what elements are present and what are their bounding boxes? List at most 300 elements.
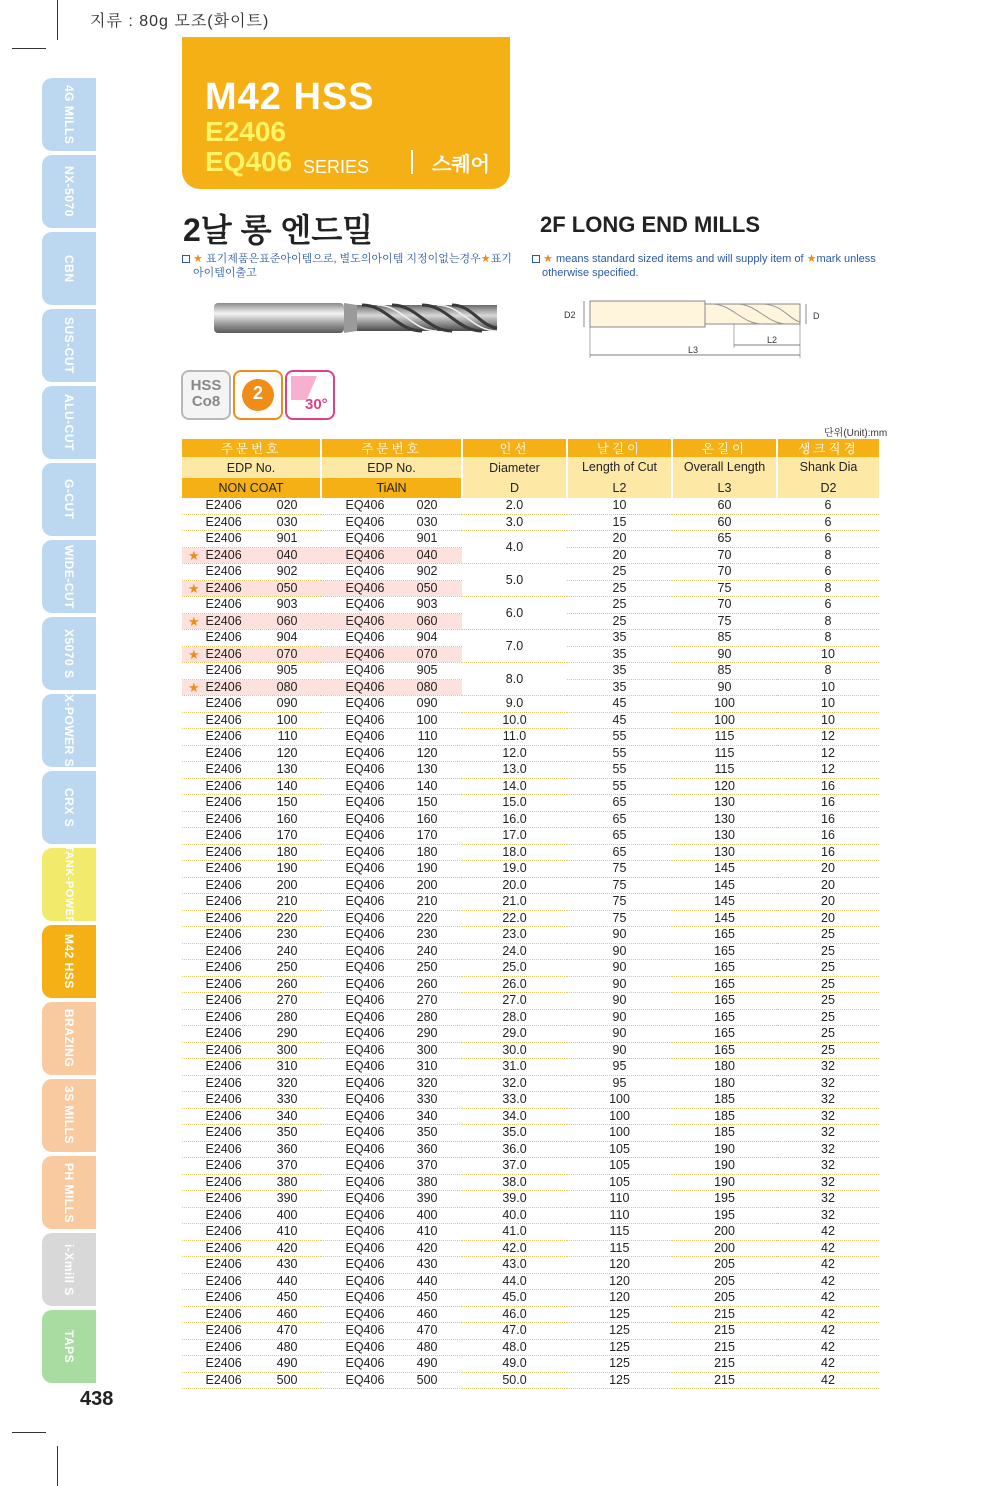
edp-prefix: EQ406 — [345, 663, 385, 678]
diameter-cell: 21.0 — [462, 894, 567, 911]
edp-number: 140 — [416, 778, 438, 793]
edp-number: 905 — [416, 663, 438, 678]
edp-number: 180 — [276, 844, 298, 859]
edp-number: 070 — [276, 646, 298, 661]
edp-number: 380 — [276, 1174, 298, 1189]
diameter-cell: 16.0 — [462, 811, 567, 828]
l3-cell: 145 — [672, 877, 777, 894]
l3-cell: 165 — [672, 993, 777, 1010]
sidebar — [42, 78, 96, 1387]
diameter-cell: 11.0 — [462, 729, 567, 746]
edp-prefix: EQ406 — [345, 696, 385, 711]
edp-non-coat-cell — [182, 498, 321, 514]
edp-number: 903 — [276, 597, 298, 612]
edp-number: 450 — [416, 1290, 438, 1305]
edp-number: 160 — [416, 811, 438, 826]
l3-cell: 130 — [672, 828, 777, 845]
diameter-cell: 9.0 — [462, 696, 567, 713]
column-header: L3 — [672, 478, 777, 498]
l3-cell: 90 — [672, 646, 777, 663]
l2-cell: 45 — [567, 712, 672, 729]
l3-cell: 130 — [672, 844, 777, 861]
diameter-cell: 27.0 — [462, 993, 567, 1010]
column-header: Shank Dia — [777, 457, 879, 478]
edp-number: 040 — [416, 547, 438, 562]
edp-number: 470 — [416, 1323, 438, 1338]
sidebar-tab-label: i-Xmill S — [62, 1243, 76, 1296]
edp-number: 030 — [416, 514, 438, 529]
edp-prefix: E2406 — [205, 1339, 242, 1354]
edp-non-coat-cell — [182, 1158, 321, 1175]
edp-tialn-cell — [321, 514, 462, 531]
helix-angle-icon: 30° — [285, 370, 335, 420]
d2-cell: 6 — [777, 597, 879, 614]
l2-cell: 25 — [567, 580, 672, 597]
edp-non-coat-cell — [182, 1290, 321, 1307]
table-row — [182, 828, 879, 845]
diameter-cell: 24.0 — [462, 943, 567, 960]
sidebar-tab[interactable] — [42, 1156, 96, 1229]
column-header: 온길이 — [672, 439, 777, 457]
l3-cell: 205 — [672, 1290, 777, 1307]
edp-prefix: E2406 — [205, 976, 242, 991]
table-row — [182, 1108, 879, 1125]
star-icon: ★ — [806, 253, 817, 265]
edp-tialn-cell — [321, 1158, 462, 1175]
l2-cell: 120 — [567, 1273, 672, 1290]
l3-cell: 70 — [672, 564, 777, 581]
edp-prefix: EQ406 — [345, 811, 385, 826]
d2-cell: 32 — [777, 1075, 879, 1092]
edp-prefix: E2406 — [205, 1372, 242, 1387]
l2-cell: 125 — [567, 1306, 672, 1323]
edp-prefix: E2406 — [205, 943, 242, 958]
table-row — [182, 531, 879, 548]
edp-number: 350 — [416, 1125, 438, 1140]
edp-prefix: EQ406 — [345, 861, 385, 876]
edp-tialn-cell — [321, 1323, 462, 1340]
edp-non-coat-cell — [182, 1009, 321, 1026]
edp-prefix: E2406 — [205, 1207, 242, 1222]
edp-number: 020 — [416, 498, 438, 513]
edp-prefix: E2406 — [205, 696, 242, 711]
edp-number: 450 — [276, 1290, 298, 1305]
edp-number: 440 — [276, 1273, 298, 1288]
edp-tialn-cell — [321, 679, 462, 696]
edp-tialn-cell — [321, 795, 462, 812]
edp-prefix: EQ406 — [345, 1224, 385, 1239]
table-row — [182, 1059, 879, 1076]
edp-prefix: EQ406 — [345, 1092, 385, 1107]
edp-tialn-cell — [321, 1174, 462, 1191]
edp-number: 430 — [416, 1257, 438, 1272]
sidebar-tab[interactable] — [42, 386, 96, 459]
edp-non-coat-cell — [182, 1306, 321, 1323]
edp-number: 360 — [276, 1141, 298, 1156]
edp-number: 901 — [416, 531, 438, 546]
d2-cell: 12 — [777, 729, 879, 746]
diameter-cell: 49.0 — [462, 1356, 567, 1373]
l2-cell: 65 — [567, 795, 672, 812]
l2-cell: 35 — [567, 630, 672, 647]
diameter-cell: 32.0 — [462, 1075, 567, 1092]
edp-number: 280 — [276, 1009, 298, 1024]
l3-cell: 145 — [672, 910, 777, 927]
edp-prefix: EQ406 — [345, 1009, 385, 1024]
edp-non-coat-cell — [182, 894, 321, 911]
d2-cell: 32 — [777, 1125, 879, 1142]
d2-cell: 8 — [777, 547, 879, 564]
edp-prefix: EQ406 — [345, 580, 385, 595]
sidebar-tab[interactable] — [42, 771, 96, 844]
edp-non-coat-cell — [182, 795, 321, 812]
l2-cell: 90 — [567, 960, 672, 977]
edp-number: 440 — [416, 1273, 438, 1288]
sidebar-tab-label: NX-5070 — [62, 166, 76, 217]
l3-cell: 180 — [672, 1059, 777, 1076]
sidebar-tab-label: WIDE-CUT — [62, 544, 76, 609]
l2-cell: 25 — [567, 597, 672, 614]
edp-tialn-cell — [321, 547, 462, 564]
edp-tialn-cell — [321, 1240, 462, 1257]
d2-cell: 8 — [777, 663, 879, 680]
edp-number: 210 — [276, 894, 298, 909]
edp-non-coat-cell — [182, 1108, 321, 1125]
edp-prefix: E2406 — [205, 564, 242, 579]
edp-non-coat-cell — [182, 927, 321, 944]
sidebar-tab[interactable] — [42, 1233, 96, 1306]
edp-prefix: E2406 — [205, 597, 242, 612]
edp-number: 270 — [416, 993, 438, 1008]
end-mill-diagram — [562, 290, 832, 366]
paper-note: 지류 : 80g 모조(화이트) — [90, 13, 270, 30]
edp-prefix: EQ406 — [345, 943, 385, 958]
edp-number: 370 — [416, 1158, 438, 1173]
edp-prefix: EQ406 — [345, 498, 385, 513]
edp-number: 060 — [416, 613, 438, 628]
d2-cell: 42 — [777, 1240, 879, 1257]
d2-cell: 10 — [777, 646, 879, 663]
edp-prefix: E2406 — [205, 1092, 242, 1107]
edp-prefix: E2406 — [205, 927, 242, 942]
edp-number: 460 — [276, 1306, 298, 1321]
l2-cell: 125 — [567, 1323, 672, 1340]
edp-non-coat-cell — [182, 696, 321, 713]
diameter-cell: 20.0 — [462, 877, 567, 894]
material-hss-co8-icon: HSS Co8 — [181, 370, 231, 420]
sidebar-tab[interactable] — [42, 155, 96, 228]
l3-cell: 165 — [672, 1009, 777, 1026]
l2-cell: 45 — [567, 696, 672, 713]
d2-cell: 25 — [777, 1026, 879, 1043]
edp-non-coat-cell — [182, 531, 321, 548]
edp-number: 270 — [276, 993, 298, 1008]
table-row — [182, 762, 879, 779]
edp-tialn-cell — [321, 646, 462, 663]
sidebar-tab[interactable] — [42, 925, 96, 998]
edp-number: 300 — [416, 1042, 438, 1057]
edp-number: 200 — [416, 877, 438, 892]
table-row — [182, 960, 879, 977]
sidebar-tab-label: 4G MILLS — [62, 84, 76, 145]
edp-prefix: EQ406 — [345, 1075, 385, 1090]
edp-non-coat-cell — [182, 630, 321, 647]
edp-prefix: EQ406 — [345, 531, 385, 546]
diameter-cell: 15.0 — [462, 795, 567, 812]
shape-label: 스퀘어 — [432, 154, 490, 176]
edp-number: 902 — [416, 564, 438, 579]
diameter-cell: 28.0 — [462, 1009, 567, 1026]
edp-number: 360 — [416, 1141, 438, 1156]
l2-cell: 65 — [567, 844, 672, 861]
sidebar-tab[interactable] — [42, 694, 96, 767]
l3-cell: 200 — [672, 1240, 777, 1257]
edp-prefix: E2406 — [205, 993, 242, 1008]
l2-cell: 20 — [567, 531, 672, 548]
edp-number: 070 — [416, 646, 438, 661]
edp-number: 390 — [416, 1191, 438, 1206]
table-row — [182, 1026, 879, 1043]
edp-non-coat-cell — [182, 597, 321, 614]
edp-tialn-cell — [321, 1207, 462, 1224]
diameter-cell: 40.0 — [462, 1207, 567, 1224]
l3-cell: 145 — [672, 861, 777, 878]
edp-non-coat-cell — [182, 762, 321, 779]
d2-cell: 8 — [777, 580, 879, 597]
sidebar-tab-label: TAPS — [62, 1329, 76, 1364]
table-row — [182, 1075, 879, 1092]
edp-number: 260 — [416, 976, 438, 991]
edp-non-coat-cell — [182, 910, 321, 927]
edp-number: 080 — [276, 679, 298, 694]
d2-cell: 42 — [777, 1323, 879, 1340]
crop-mark — [12, 1432, 46, 1433]
edp-tialn-cell — [321, 927, 462, 944]
column-header: 주문번호 — [321, 439, 462, 457]
edp-number: 020 — [276, 498, 298, 513]
diameter-cell: 43.0 — [462, 1257, 567, 1274]
edp-prefix: E2406 — [205, 1257, 242, 1272]
l3-cell: 205 — [672, 1273, 777, 1290]
sidebar-tab[interactable] — [42, 540, 96, 613]
edp-tialn-cell — [321, 828, 462, 845]
edp-number: 905 — [276, 663, 298, 678]
edp-non-coat-cell — [182, 960, 321, 977]
d2-cell: 25 — [777, 976, 879, 993]
l3-cell: 115 — [672, 762, 777, 779]
sidebar-tab[interactable] — [42, 1002, 96, 1075]
edp-prefix: EQ406 — [345, 993, 385, 1008]
table-row — [182, 993, 879, 1010]
sidebar-tab[interactable] — [42, 309, 96, 382]
l2-cell: 35 — [567, 679, 672, 696]
edp-tialn-cell — [321, 1339, 462, 1356]
table-row — [182, 877, 879, 894]
edp-tialn-cell — [321, 976, 462, 993]
standard-star-icon: ★ — [188, 646, 200, 662]
d2-cell: 6 — [777, 498, 879, 514]
l2-cell: 55 — [567, 762, 672, 779]
d2-cell: 16 — [777, 828, 879, 845]
sidebar-tab-label: G-CUT — [62, 479, 76, 520]
edp-prefix: E2406 — [205, 1356, 242, 1371]
edp-number: 240 — [276, 943, 298, 958]
l2-cell: 110 — [567, 1191, 672, 1208]
table-row — [182, 910, 879, 927]
l2-cell: 75 — [567, 877, 672, 894]
table-row — [182, 1339, 879, 1356]
sidebar-tab[interactable] — [42, 232, 96, 305]
edp-tialn-cell — [321, 993, 462, 1010]
table-row — [182, 1273, 879, 1290]
edp-number: 310 — [416, 1059, 438, 1074]
edp-prefix: E2406 — [205, 960, 242, 975]
edp-number: 090 — [416, 696, 438, 711]
edp-non-coat-cell — [182, 679, 321, 696]
edp-number: 380 — [416, 1174, 438, 1189]
edp-number: 340 — [416, 1108, 438, 1123]
sidebar-tab[interactable] — [42, 844, 96, 925]
edp-number: 190 — [416, 861, 438, 876]
table-row — [182, 1158, 879, 1175]
edp-prefix: E2406 — [205, 712, 242, 727]
edp-prefix: EQ406 — [345, 547, 385, 562]
edp-tialn-cell — [321, 1026, 462, 1043]
edp-tialn-cell — [321, 1273, 462, 1290]
l2-cell: 90 — [567, 927, 672, 944]
sidebar-tab[interactable] — [42, 617, 96, 690]
table-row — [182, 1125, 879, 1142]
sidebar-tab-label: BRAZING — [62, 1009, 76, 1068]
edp-non-coat-cell — [182, 943, 321, 960]
edp-number: 904 — [276, 630, 298, 645]
d2-cell: 16 — [777, 811, 879, 828]
diameter-cell: 50.0 — [462, 1372, 567, 1389]
l3-cell: 120 — [672, 778, 777, 795]
edp-non-coat-cell — [182, 877, 321, 894]
series-title: M42 HSS — [205, 76, 375, 118]
l2-cell: 90 — [567, 976, 672, 993]
diameter-cell: 8.0 — [462, 663, 567, 696]
l2-cell: 90 — [567, 993, 672, 1010]
diameter-cell: 37.0 — [462, 1158, 567, 1175]
diameter-cell: 7.0 — [462, 630, 567, 663]
table-row — [182, 1306, 879, 1323]
column-header: 주문번호 — [182, 439, 321, 457]
sidebar-tab[interactable] — [42, 463, 96, 536]
edp-prefix: EQ406 — [345, 778, 385, 793]
table-row — [182, 1224, 879, 1241]
edp-number: 470 — [276, 1323, 298, 1338]
edp-prefix: EQ406 — [345, 1125, 385, 1140]
edp-prefix: EQ406 — [345, 1059, 385, 1074]
column-header: EDP No. — [182, 457, 321, 478]
l3-cell: 190 — [672, 1141, 777, 1158]
edp-prefix: EQ406 — [345, 960, 385, 975]
edp-number: 090 — [276, 696, 298, 711]
column-header: NON COAT — [182, 478, 321, 498]
l3-cell: 70 — [672, 547, 777, 564]
edp-tialn-cell — [321, 663, 462, 680]
edp-number: 430 — [276, 1257, 298, 1272]
edp-prefix: EQ406 — [345, 1174, 385, 1189]
sidebar-tab[interactable] — [42, 1079, 96, 1152]
sidebar-tab-label: ALU-CUT — [62, 394, 76, 451]
note-en: ★ means standard sized items and will supply item of ★mark unless otherwise specified. — [532, 252, 882, 280]
d2-cell: 25 — [777, 927, 879, 944]
edp-number: 120 — [276, 745, 298, 760]
diameter-cell: 2.0 — [462, 498, 567, 514]
table-row — [182, 1092, 879, 1109]
l2-cell: 105 — [567, 1174, 672, 1191]
l2-cell: 55 — [567, 778, 672, 795]
unit-label: 단위(Unit):mm — [824, 428, 888, 439]
edp-tialn-cell — [321, 1290, 462, 1307]
edp-non-coat-cell — [182, 580, 321, 597]
edp-non-coat-cell — [182, 729, 321, 746]
bullet-square-icon — [532, 255, 540, 263]
edp-tialn-cell — [321, 1306, 462, 1323]
d2-cell: 20 — [777, 910, 879, 927]
l2-cell: 125 — [567, 1356, 672, 1373]
edp-prefix: E2406 — [205, 1042, 242, 1057]
edp-prefix: E2406 — [205, 663, 242, 678]
diameter-cell: 18.0 — [462, 844, 567, 861]
edp-non-coat-cell — [182, 745, 321, 762]
edp-prefix: E2406 — [205, 795, 242, 810]
d2-cell: 25 — [777, 960, 879, 977]
d2-cell: 32 — [777, 1174, 879, 1191]
edp-number: 040 — [276, 547, 298, 562]
sidebar-tab[interactable] — [42, 1310, 96, 1383]
page-number: 438 — [80, 1388, 114, 1410]
edp-prefix: EQ406 — [345, 762, 385, 777]
l3-cell: 75 — [672, 613, 777, 630]
edp-tialn-cell — [321, 580, 462, 597]
column-header: Length of Cut — [567, 457, 672, 478]
table-row — [182, 795, 879, 812]
l2-cell: 25 — [567, 564, 672, 581]
edp-number: 220 — [276, 910, 298, 925]
d2-cell: 42 — [777, 1356, 879, 1373]
crop-mark — [12, 48, 46, 49]
l3-cell: 165 — [672, 960, 777, 977]
sidebar-tab[interactable] — [42, 78, 96, 151]
column-header: Overall Length — [672, 457, 777, 478]
d2-cell: 20 — [777, 877, 879, 894]
edp-number: 330 — [416, 1092, 438, 1107]
edp-tialn-cell — [321, 778, 462, 795]
l3-cell: 190 — [672, 1158, 777, 1175]
edp-prefix: EQ406 — [345, 1158, 385, 1173]
series-code-coated: EQ406 — [205, 146, 293, 177]
edp-number: 480 — [276, 1339, 298, 1354]
table-row — [182, 597, 879, 614]
edp-number: 260 — [276, 976, 298, 991]
edp-prefix: EQ406 — [345, 877, 385, 892]
edp-number: 100 — [276, 712, 298, 727]
d2-cell: 16 — [777, 795, 879, 812]
edp-prefix: E2406 — [205, 1026, 242, 1041]
l2-cell: 65 — [567, 811, 672, 828]
column-header: EDP No. — [321, 457, 462, 478]
diameter-cell: 31.0 — [462, 1059, 567, 1076]
edp-number: 310 — [276, 1059, 298, 1074]
edp-non-coat-cell — [182, 1042, 321, 1059]
sidebar-tab-label: CBN — [62, 254, 76, 283]
diameter-cell: 22.0 — [462, 910, 567, 927]
diameter-cell: 4.0 — [462, 531, 567, 564]
